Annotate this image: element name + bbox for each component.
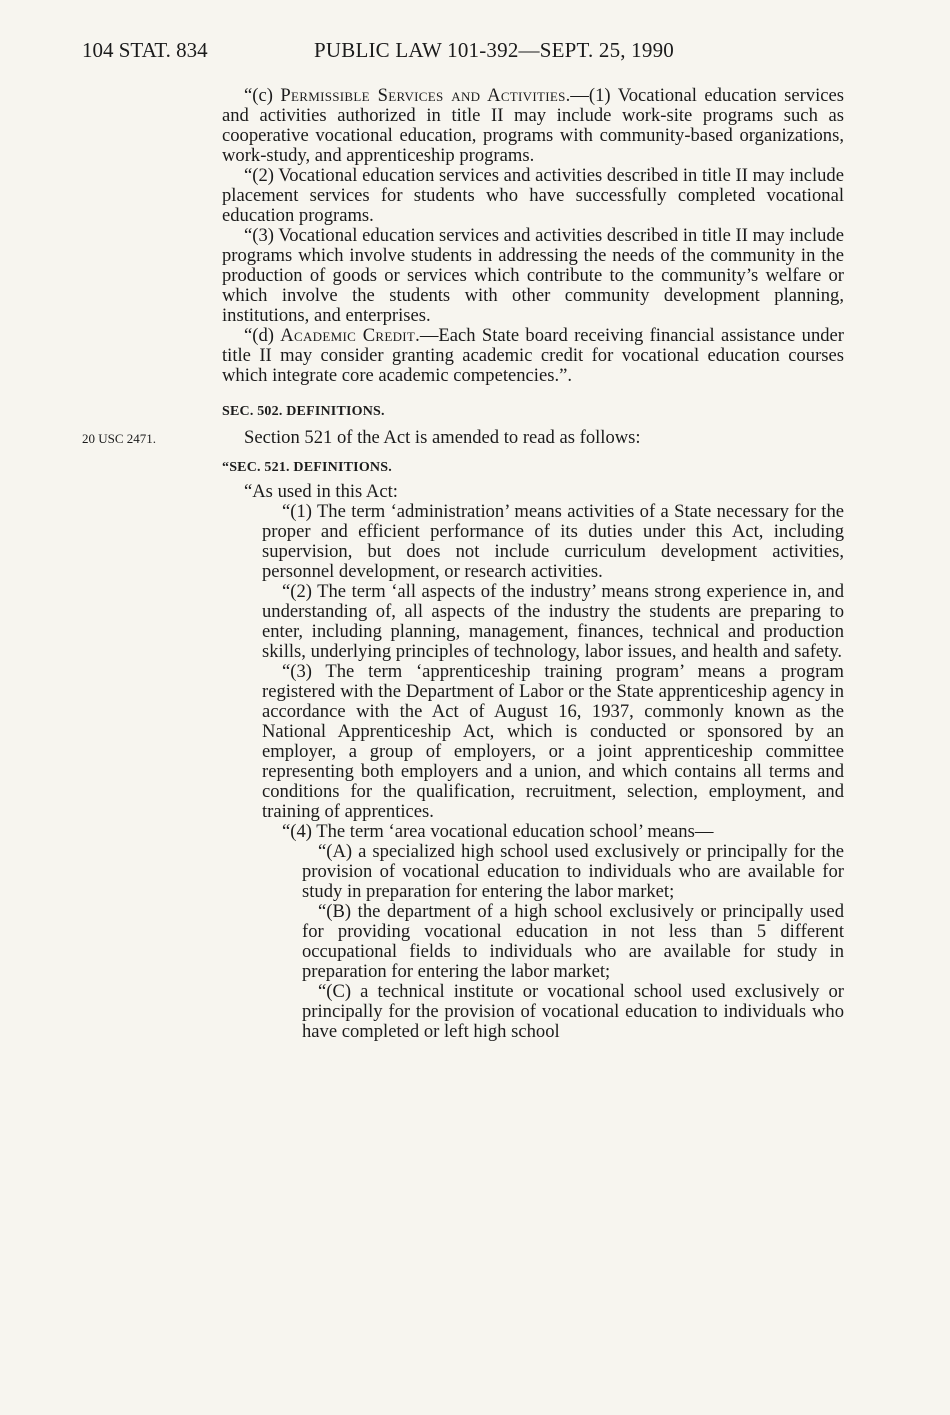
definition-4b: “(B) the department of a high school exclusively or principally used for providing vocational education in not less than 5 different occupational fields to individuals who are available for study in preparation for entering the labor market; bbox=[302, 901, 844, 982]
heading-academic-credit: Academic Credit bbox=[280, 325, 416, 346]
definition-3-apprenticeship: “(3) The term ‘apprenticeship training program’ means a program registered with the Department of Labor or the State apprenticeship agency in accordance with the Act of August 16, 1937, commonly known as the National Apprenticeship Act, which is conducted or sponsored by an employer, a group of employers, or a joint apprenticeship committee representing both employers and a union, and which contains all terms and conditions for the qualification, recruitment, selection, employment, and training of apprentices. bbox=[262, 661, 844, 822]
usc-margin-note: 20 USC 2471. bbox=[82, 431, 157, 446]
page-body bbox=[222, 86, 844, 1042]
section-521-heading: “SEC. 521. DEFINITIONS. bbox=[222, 460, 392, 475]
paragraph-d-academic-credit: “(d) Academic Credit.—Each State board receiving financial assistance under title II may consider granting academic credit for vocational education courses which integrate core academic competencies.”. bbox=[222, 325, 844, 386]
page-header bbox=[82, 38, 852, 66]
heading-permissible-services: Permissible Services and Activities bbox=[280, 85, 566, 106]
definition-4-area-school: “(4) The term ‘area vocational education school’ means— bbox=[282, 821, 714, 842]
definition-4c: “(C) a technical institute or vocational school used exclusively or principally for the provision of vocational education to individuals who have completed or left high school bbox=[302, 981, 844, 1042]
public-law-title: PUBLIC LAW 101-392—SEPT. 25, 1990 bbox=[314, 38, 674, 62]
definition-1-administration: “(1) The term ‘administration’ means activities of a State necessary for the proper and efficient performance of its duties under this Act, including supervision, but does not include curriculum development activities, personnel development, or research activities. bbox=[262, 501, 844, 582]
stat-page-number: 104 STAT. 834 bbox=[82, 38, 208, 62]
paragraph-c-permissible-services: “(c) Permissible Services and Activities.—(1) Vocational education services and activities authorized in title II may include work-site programs such as cooperative vocational education, programs with community-based organizations, work-study, and apprenticeship programs. bbox=[222, 85, 845, 166]
amendment-instruction: Section 521 of the Act is amended to read as follows: bbox=[244, 427, 641, 448]
section-502-heading: SEC. 502. DEFINITIONS. bbox=[222, 404, 385, 419]
definition-2-all-aspects: “(2) The term ‘all aspects of the industry’ means strong experience in, and understanding of, all aspects of the industry the students are preparing to enter, including planning, management, finances, technical and production skills, underlying principles of technology, labor issues, and health and safety. bbox=[262, 581, 844, 662]
paragraph-c3: “(3) Vocational education services and activities described in title II may include programs which involve students in addressing the needs of the community in the production of goods or services which contribute to the community’s welfare or which involve the students with other community development planning, institutions, and enterprises. bbox=[222, 225, 844, 326]
paragraph-c2: “(2) Vocational education services and activities described in title II may include placement services for students who have successfully completed vocational education programs. bbox=[222, 165, 844, 226]
as-used-intro: “As used in this Act: bbox=[244, 481, 398, 502]
definition-4a: “(A) a specialized high school used exclusively or principally for the provision of vocational education to individuals who are available for study in preparation for entering the labor market; bbox=[302, 841, 844, 902]
